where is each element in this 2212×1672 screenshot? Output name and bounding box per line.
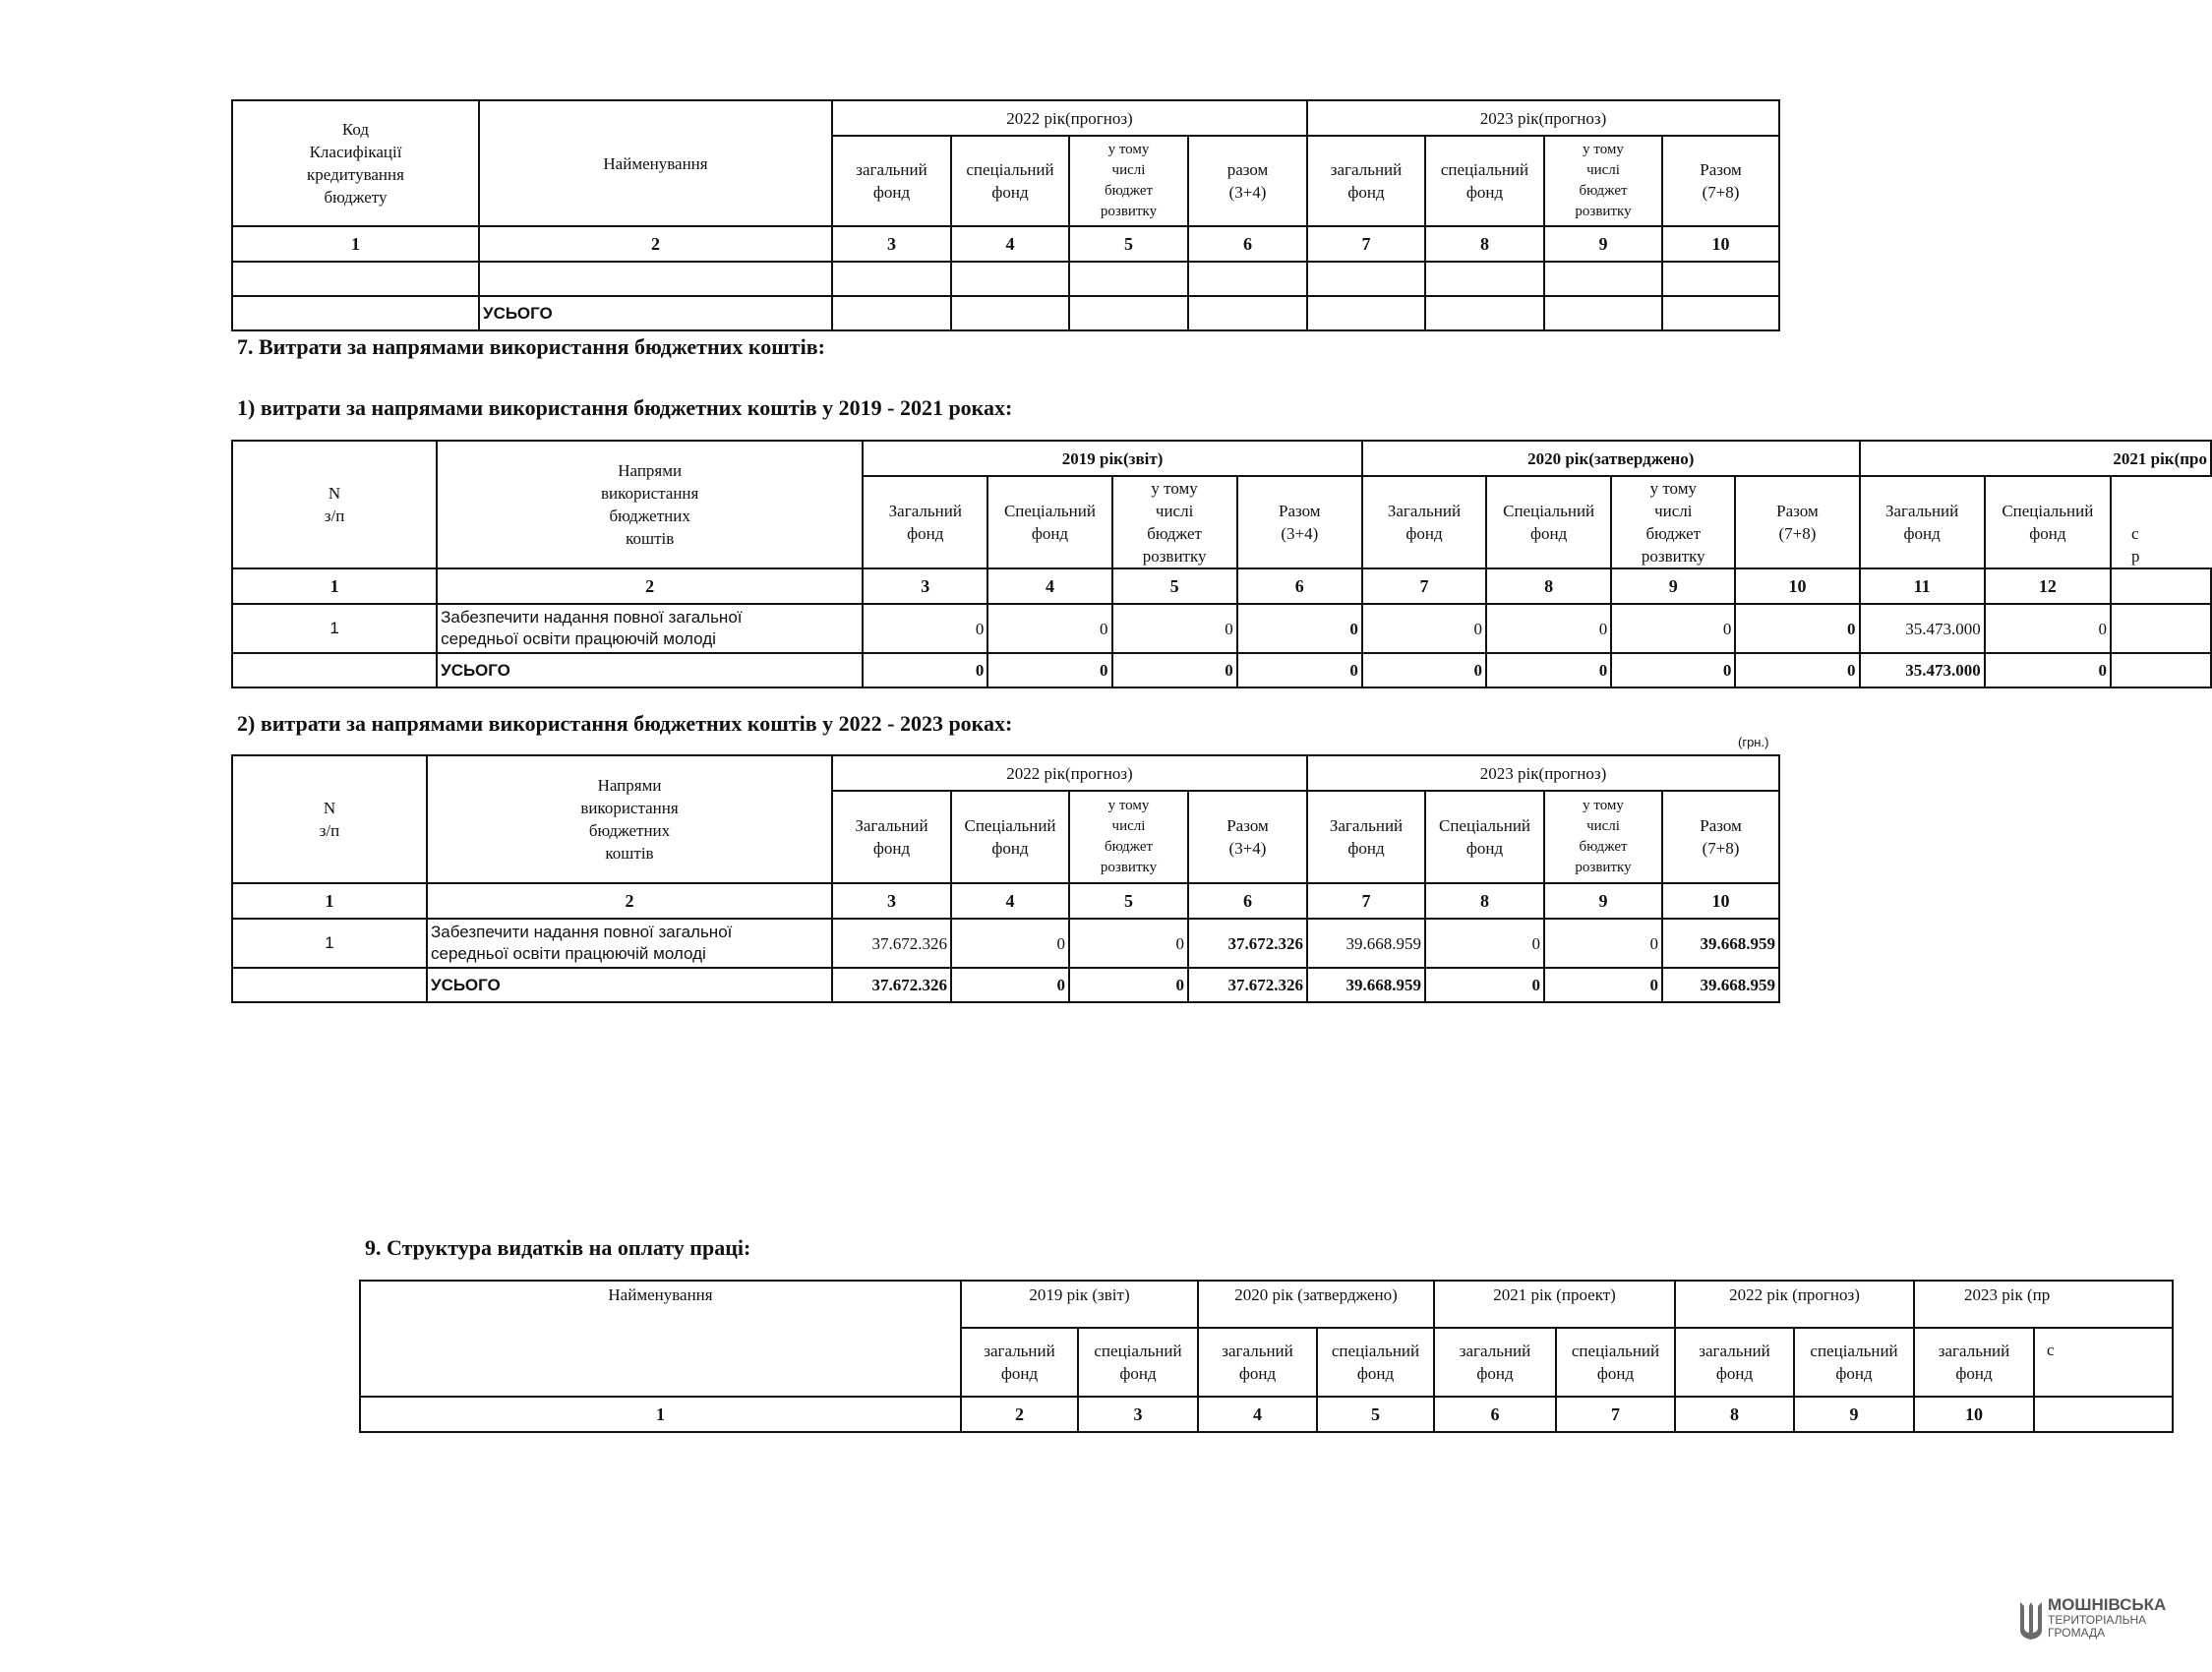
value-cell: 0 [1425, 919, 1544, 968]
header-incl-dev: у тому числі бюджет розвитку [1544, 136, 1662, 226]
total-value: 0 [1112, 653, 1237, 687]
value-cell: 39.668.959 [1662, 919, 1779, 968]
empty-cell [951, 262, 1069, 296]
empty-cell [1544, 296, 1662, 330]
col-number: 6 [1434, 1397, 1556, 1432]
salary-structure-table [359, 1280, 2174, 1433]
total-value: 0 [863, 653, 987, 687]
col-number: 1 [232, 226, 479, 262]
total-value: 37.672.326 [832, 968, 951, 1002]
col-number: 4 [951, 226, 1069, 262]
header-sum-7-8: Разом (7+8) [1735, 476, 1859, 568]
col-number: 1 [360, 1397, 961, 1432]
col-number: 6 [1188, 883, 1307, 919]
col-number: 2 [437, 568, 863, 604]
header-special-fund: Спеціальний фонд [1425, 791, 1544, 883]
col-number: 10 [1662, 883, 1779, 919]
header-year-2022: 2022 рік(прогноз) [832, 100, 1307, 136]
direction-text: Забезпечити надання повної загальної середньої освіти працюючій молоді [437, 604, 863, 653]
col-number: 5 [1112, 568, 1237, 604]
total-row [232, 296, 1779, 330]
value-cell: 0 [951, 919, 1069, 968]
col-number: 10 [1662, 226, 1779, 262]
col-number: 3 [1078, 1397, 1198, 1432]
total-value: 0 [1069, 968, 1188, 1002]
credit-classification-table [231, 99, 1780, 331]
total-row [232, 968, 1779, 1002]
total-value: 0 [1425, 968, 1544, 1002]
header-sum-3-4: разом (3+4) [1188, 136, 1307, 226]
col-number: 2 [961, 1397, 1078, 1432]
total-value: 37.672.326 [1188, 968, 1307, 1002]
col-number: 3 [863, 568, 987, 604]
col-number: 10 [1735, 568, 1859, 604]
header-year-2023: 2023 рік(прогноз) [1307, 755, 1779, 791]
header-year-2022: 2022 рік (прогноз) [1675, 1281, 1914, 1328]
header-name: Найменування [479, 100, 832, 226]
header-special-fund: спеціальний фонд [1556, 1328, 1675, 1397]
empty-cell [1544, 262, 1662, 296]
col-number: 12 [1985, 568, 2111, 604]
header-code: Код Класифікації кредитування бюджету [232, 100, 479, 226]
header-general-fund: загальний фонд [1198, 1328, 1317, 1397]
value-cell: 0 [1362, 604, 1486, 653]
header-n: N з/п [232, 755, 427, 883]
value-cell: 0 [1237, 604, 1362, 653]
unit-label: (грн.) [1738, 735, 1769, 749]
section-7-1-heading: 1) витрати за напрямами використання бюджетних коштів у 2019 - 2021 роках: [237, 395, 1013, 420]
header-special-fund: спеціальний фонд [1425, 136, 1544, 226]
row-number: 1 [232, 919, 427, 968]
logo-text [2048, 1596, 2166, 1640]
header-year-2023: 2023 рік(прогноз) [1307, 100, 1779, 136]
section-9-heading: 9. Структура видатків на оплату праці: [365, 1235, 751, 1260]
total-row [232, 653, 2211, 687]
col-number: 11 [1860, 568, 1985, 604]
salary-structure-clip [358, 1279, 2055, 1436]
header-general-fund: Загальний фонд [863, 476, 987, 568]
total-value: 0 [951, 968, 1069, 1002]
empty-cell [1662, 262, 1779, 296]
cut-cell [2111, 653, 2211, 687]
header-general-fund: Загальний фонд [1362, 476, 1486, 568]
col-number: 9 [1794, 1397, 1914, 1432]
value-cell: 39.668.959 [1307, 919, 1425, 968]
header-year-2020: 2020 рік(затверджено) [1362, 441, 1860, 476]
header-cut-13: с р [2111, 476, 2211, 568]
header-year-2021: 2021 рік (проект) [1434, 1281, 1675, 1328]
col-number: 9 [1544, 226, 1662, 262]
col-number: 5 [1069, 883, 1188, 919]
header-general-fund: Загальний фонд [832, 791, 951, 883]
empty-cell [1662, 296, 1779, 330]
empty-cell [1188, 262, 1307, 296]
header-incl-dev: у тому числі бюджет розвитку [1544, 791, 1662, 883]
header-incl-dev: у тому числі бюджет розвитку [1069, 791, 1188, 883]
col-number: 8 [1425, 883, 1544, 919]
col-number: 4 [1198, 1397, 1317, 1432]
total-value: 35.473.000 [1860, 653, 1985, 687]
col-number: 10 [1914, 1397, 2034, 1432]
cut-cell [2111, 604, 2211, 653]
header-general-fund: загальний фонд [1434, 1328, 1556, 1397]
header-general-fund: загальний фонд [1914, 1328, 2034, 1397]
value-cell: 0 [1611, 604, 1735, 653]
header-general-fund: загальний фонд [1307, 136, 1425, 226]
total-value: 0 [1611, 653, 1735, 687]
header-cut-11: с [2034, 1328, 2173, 1397]
total-value: 0 [1486, 653, 1611, 687]
expenses-2019-2021-table [231, 440, 2212, 688]
header-general-fund: Загальний фонд [1860, 476, 1985, 568]
col-number: 3 [832, 226, 951, 262]
table-row [232, 262, 1779, 296]
header-directions: Напрями використання бюджетних коштів [437, 441, 863, 568]
total-label: УСЬОГО [427, 968, 832, 1002]
col-number: 8 [1675, 1397, 1794, 1432]
col-number: 1 [232, 568, 437, 604]
empty-cell [832, 262, 951, 296]
section-7-2-heading: 2) витрати за напрямами використання бюджетних коштів у 2022 - 2023 роках: [237, 711, 1013, 736]
header-sum-3-4: Разом (3+4) [1237, 476, 1362, 568]
total-value: 0 [1735, 653, 1859, 687]
empty-cell [1069, 262, 1188, 296]
empty-cell [232, 653, 437, 687]
header-special-fund: спеціальний фонд [1078, 1328, 1198, 1397]
empty-cell [232, 262, 479, 296]
header-sum-7-8: Разом (7+8) [1662, 136, 1779, 226]
header-special-fund: Спеціальний фонд [951, 791, 1069, 883]
expenses-2019-2021-clip [230, 439, 2207, 694]
header-special-fund: Спеціальний фонд [1486, 476, 1611, 568]
value-cell: 37.672.326 [832, 919, 951, 968]
header-directions: Напрями використання бюджетних коштів [427, 755, 832, 883]
empty-cell [232, 296, 479, 330]
col-number: 7 [1307, 226, 1425, 262]
value-cell: 0 [863, 604, 987, 653]
expenses-2022-2023-table [231, 754, 1780, 1003]
header-year-2022: 2022 рік(прогноз) [832, 755, 1307, 791]
header-general-fund: загальний фонд [961, 1328, 1078, 1397]
header-year-2019: 2019 рік(звіт) [863, 441, 1362, 476]
col-number: 6 [1237, 568, 1362, 604]
header-special-fund: спеціальний фонд [951, 136, 1069, 226]
header-special-fund: Спеціальний фонд [987, 476, 1111, 568]
total-value: 39.668.959 [1307, 968, 1425, 1002]
value-cell: 0 [1112, 604, 1237, 653]
section-7-heading: 7. Витрати за напрямами використання бюджетних коштів: [237, 334, 825, 359]
col-number: 6 [1188, 226, 1307, 262]
empty-cell [232, 968, 427, 1002]
total-value: 0 [987, 653, 1111, 687]
value-cell: 0 [1735, 604, 1859, 653]
col-number: 8 [1425, 226, 1544, 262]
empty-cell [479, 262, 832, 296]
header-n: N з/п [232, 441, 437, 568]
empty-cell [832, 296, 951, 330]
direction-text: Забезпечити надання повної загальної середньої освіти працюючій молоді [427, 919, 832, 968]
empty-cell [1425, 262, 1544, 296]
logo-sub-1: ТЕРИТОРІАЛЬНА [2048, 1613, 2147, 1627]
empty-cell [1307, 262, 1425, 296]
header-year-2021: 2021 рік(про [1860, 441, 2211, 476]
col-number: 4 [987, 568, 1111, 604]
col-number: 5 [1069, 226, 1188, 262]
header-incl-dev: у тому числі бюджет розвитку [1611, 476, 1735, 568]
total-label: УСЬОГО [479, 296, 832, 330]
col-number: 7 [1307, 883, 1425, 919]
col-number: 7 [1362, 568, 1486, 604]
col-number: 9 [1544, 883, 1662, 919]
logo-name: МОШНІВСЬКА [2048, 1595, 2167, 1614]
empty-cell [951, 296, 1069, 330]
col-number: 2 [479, 226, 832, 262]
col-number: 5 [1317, 1397, 1434, 1432]
col-number: 9 [1611, 568, 1735, 604]
logo-sub-2: ГРОМАДА [2048, 1626, 2106, 1640]
col-number: 3 [832, 883, 951, 919]
value-cell: 0 [1486, 604, 1611, 653]
header-general-fund: загальний фонд [1675, 1328, 1794, 1397]
header-sum-7-8: Разом (7+8) [1662, 791, 1779, 883]
col-number: 7 [1556, 1397, 1675, 1432]
header-sum-3-4: Разом (3+4) [1188, 791, 1307, 883]
total-value: 0 [1237, 653, 1362, 687]
value-cell: 0 [1985, 604, 2111, 653]
col-number: 1 [232, 883, 427, 919]
col-number: 8 [1486, 568, 1611, 604]
value-cell: 0 [987, 604, 1111, 653]
col-number: 4 [951, 883, 1069, 919]
total-label: УСЬОГО [437, 653, 863, 687]
community-logo [2018, 1595, 2167, 1645]
header-general-fund: Загальний фонд [1307, 791, 1425, 883]
header-general-fund: загальний фонд [832, 136, 951, 226]
value-cell: 35.473.000 [1860, 604, 1985, 653]
empty-cell [1307, 296, 1425, 330]
col-number: 2 [427, 883, 832, 919]
total-value: 39.668.959 [1662, 968, 1779, 1002]
empty-cell [1188, 296, 1307, 330]
header-incl-dev: у тому числі бюджет розвитку [1069, 136, 1188, 226]
header-special-fund: Спеціальний фонд [1985, 476, 2111, 568]
value-cell: 0 [1069, 919, 1188, 968]
header-special-fund: спеціальний фонд [1317, 1328, 1434, 1397]
header-year-2020: 2020 рік (затверджено) [1198, 1281, 1434, 1328]
trident-icon [2018, 1600, 2044, 1642]
header-name: Найменування [360, 1281, 961, 1397]
total-value: 0 [1985, 653, 2111, 687]
cut-cell [2034, 1397, 2173, 1432]
empty-cell [1069, 296, 1188, 330]
row-number: 1 [232, 604, 437, 653]
table-row [232, 919, 1779, 968]
empty-cell [1425, 296, 1544, 330]
cut-cell [2111, 568, 2211, 604]
table-row [232, 604, 2211, 653]
total-value: 0 [1544, 968, 1662, 1002]
header-year-2023: 2023 рік (пр [1914, 1281, 2173, 1328]
header-special-fund: спеціальний фонд [1794, 1328, 1914, 1397]
value-cell: 0 [1544, 919, 1662, 968]
value-cell: 37.672.326 [1188, 919, 1307, 968]
header-year-2019: 2019 рік (звіт) [961, 1281, 1198, 1328]
header-incl-dev: у тому числі бюджет розвитку [1112, 476, 1237, 568]
total-value: 0 [1362, 653, 1486, 687]
